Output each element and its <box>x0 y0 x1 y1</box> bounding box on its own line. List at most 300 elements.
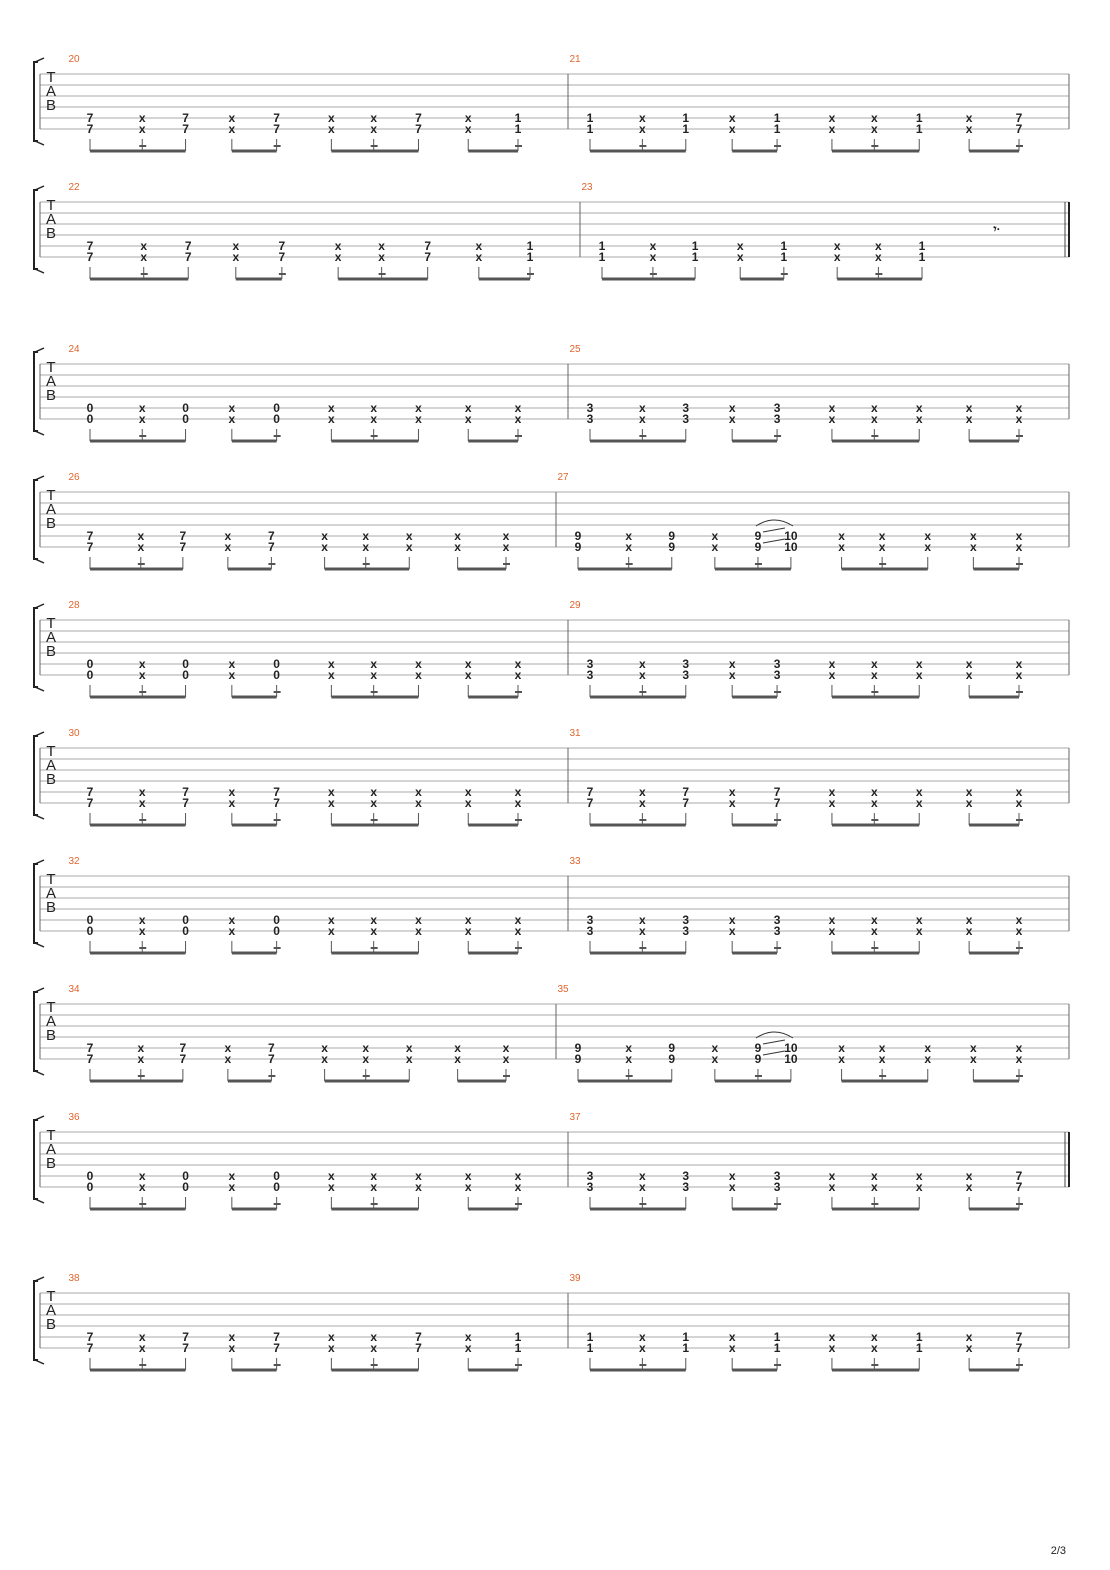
fret-number: x <box>1015 540 1023 554</box>
fret-number: 7 <box>1015 122 1023 136</box>
fret-number: x <box>415 796 422 810</box>
fret-number: x <box>378 239 385 253</box>
fret-number: 3 <box>586 412 594 426</box>
fret-number: 3 <box>586 1180 594 1194</box>
fret-number: 10 <box>784 1052 798 1066</box>
fret-number: x <box>475 250 483 264</box>
fret-number: 7 <box>278 250 286 264</box>
fret-number: x <box>965 412 973 426</box>
fret-number: 1 <box>586 1330 594 1344</box>
fret-number: x <box>639 122 646 136</box>
bracket-hook <box>35 348 44 352</box>
fret-number: x <box>370 1341 378 1355</box>
fret-number: 9 <box>574 529 582 543</box>
fret-number: x <box>328 657 335 671</box>
bracket-hook <box>35 1071 44 1075</box>
measure-number: 24 <box>68 344 80 355</box>
fret-number: 7 <box>586 796 594 810</box>
fret-number: x <box>415 913 422 927</box>
fret-number: 7 <box>1015 1341 1023 1355</box>
fret-number: x <box>502 1052 510 1066</box>
measure-number: 30 <box>68 728 80 739</box>
fret-number: x <box>514 657 522 671</box>
fret-number: x <box>138 1169 146 1183</box>
fret-number: 7 <box>278 239 286 253</box>
fret-number: 3 <box>586 657 594 671</box>
fret-number: 7 <box>182 122 189 136</box>
measure-number: 35 <box>557 984 569 995</box>
fret-number: 7 <box>268 1052 275 1066</box>
measure-number: 38 <box>68 1273 80 1284</box>
fret-number: 7 <box>1015 111 1023 125</box>
fret-number: 3 <box>586 913 594 927</box>
fret-number: 7 <box>184 250 192 264</box>
fret-number: x <box>138 412 146 426</box>
measure-number: 25 <box>569 344 581 355</box>
fret-number: x <box>924 529 932 543</box>
page-number: 2/3 <box>1050 1545 1066 1557</box>
fret-number: 1 <box>514 122 522 136</box>
eighth-rest-dotted: 𝄾· <box>993 222 1001 236</box>
fret-number: 7 <box>424 239 432 253</box>
fret-number: 3 <box>773 401 781 415</box>
measure-number: 34 <box>68 984 80 995</box>
staff-system <box>34 472 1069 569</box>
measure-number: 27 <box>557 472 569 483</box>
fret-number: 7 <box>682 785 690 799</box>
tab-clef-letter: B <box>45 899 57 916</box>
measure <box>68 182 534 279</box>
fret-number: x <box>415 1169 422 1183</box>
bracket-hook <box>35 1199 44 1203</box>
staff-system <box>34 856 1069 953</box>
tab-clef-letter: A <box>45 211 57 228</box>
bracket-hook <box>35 186 44 190</box>
fret-number: x <box>639 1169 646 1183</box>
tab-clef-letter: A <box>45 373 57 390</box>
tab-clef-letter: T <box>46 615 56 632</box>
fret-number: x <box>915 1169 923 1183</box>
fret-number: 7 <box>86 250 94 264</box>
fret-number: x <box>228 657 236 671</box>
system-bracket <box>34 608 38 687</box>
fret-number: 3 <box>773 924 781 938</box>
fret-number: 9 <box>754 529 762 543</box>
tab-clef-letter: T <box>46 359 56 376</box>
fret-number: x <box>138 668 146 682</box>
fret-number: x <box>370 122 378 136</box>
fret-number: x <box>828 913 836 927</box>
fret-number: x <box>405 1052 413 1066</box>
fret-number: 7 <box>86 239 94 253</box>
bracket-hook <box>35 1360 44 1364</box>
measure <box>68 472 510 569</box>
fret-number: 0 <box>273 668 280 682</box>
fret-number: x <box>232 250 240 264</box>
fret-number: 3 <box>682 412 690 426</box>
fret-number: x <box>639 668 646 682</box>
fret-number: 0 <box>86 412 94 426</box>
fret-number: x <box>870 657 878 671</box>
fret-number: 1 <box>598 239 606 253</box>
fret-number: 0 <box>182 1180 189 1194</box>
fret-number: x <box>228 1180 236 1194</box>
fret-number: 7 <box>273 111 280 125</box>
fret-number: x <box>405 529 413 543</box>
fret-number: x <box>137 529 145 543</box>
fret-number: x <box>328 122 335 136</box>
fret-number: x <box>728 1180 736 1194</box>
fret-number: x <box>736 239 744 253</box>
fret-number: x <box>878 540 886 554</box>
fret-number: 7 <box>86 111 94 125</box>
fret-number: 10 <box>784 529 798 543</box>
fret-number: x <box>502 1041 510 1055</box>
fret-number: 1 <box>691 250 699 264</box>
fret-number: x <box>924 1041 932 1055</box>
fret-number: x <box>965 785 973 799</box>
slide-line <box>763 539 785 543</box>
system-bracket <box>34 1120 38 1199</box>
fret-number: x <box>828 785 836 799</box>
fret-number: x <box>328 1330 335 1344</box>
fret-number: x <box>362 1052 370 1066</box>
fret-number: 0 <box>182 657 189 671</box>
fret-number: x <box>464 412 472 426</box>
bracket-hook <box>35 559 44 563</box>
fret-number: 0 <box>86 401 94 415</box>
tab-clef-letter: A <box>45 885 57 902</box>
fret-number: x <box>138 111 146 125</box>
fret-number: x <box>454 1041 461 1055</box>
fret-number: x <box>370 924 378 938</box>
slide-line <box>763 1051 785 1055</box>
fret-number: x <box>454 540 461 554</box>
tab-clef-letter: A <box>45 757 57 774</box>
fret-number: x <box>1015 1041 1023 1055</box>
fret-number: x <box>828 657 836 671</box>
staff-system <box>34 54 1069 151</box>
fret-number: x <box>965 122 973 136</box>
fret-number: x <box>334 250 342 264</box>
tab-clef-letter: B <box>45 515 57 532</box>
fret-number: x <box>915 412 923 426</box>
measure <box>569 54 1023 151</box>
fret-number: 7 <box>86 785 94 799</box>
tab-clef-letter: B <box>45 771 57 788</box>
fret-number: 1 <box>682 1341 690 1355</box>
staff-system <box>34 1273 1069 1370</box>
fret-number: x <box>828 1169 836 1183</box>
fret-number: x <box>728 401 736 415</box>
fret-number: x <box>870 668 878 682</box>
fret-number: x <box>228 668 236 682</box>
fret-number: x <box>870 111 878 125</box>
fret-number: 7 <box>415 111 422 125</box>
fret-number: x <box>728 1169 736 1183</box>
fret-number: 7 <box>86 1052 94 1066</box>
measure <box>581 182 1000 279</box>
fret-number: x <box>370 401 378 415</box>
bracket-hook <box>35 687 44 691</box>
fret-number: x <box>138 1180 146 1194</box>
fret-number: 7 <box>182 1330 189 1344</box>
system-bracket <box>34 864 38 943</box>
fret-number: x <box>514 924 522 938</box>
fret-number: 1 <box>682 111 690 125</box>
tab-clef-letter: T <box>46 197 56 214</box>
fret-number: x <box>464 924 472 938</box>
fret-number: x <box>1015 657 1023 671</box>
system-bracket <box>34 992 38 1071</box>
measure <box>68 728 522 825</box>
fret-number: x <box>875 239 882 253</box>
fret-number: 7 <box>182 796 189 810</box>
fret-number: 3 <box>773 1169 781 1183</box>
measure <box>68 856 522 953</box>
fret-number: x <box>728 412 736 426</box>
fret-number: 0 <box>182 1169 189 1183</box>
measure-number: 23 <box>581 182 593 193</box>
fret-number: 7 <box>773 785 781 799</box>
fret-number: x <box>728 1341 736 1355</box>
fret-number: x <box>328 1169 335 1183</box>
fret-number: x <box>514 796 522 810</box>
fret-number: x <box>915 924 923 938</box>
fret-number: x <box>1015 913 1023 927</box>
fret-number: x <box>875 250 882 264</box>
fret-number: x <box>224 1041 232 1055</box>
measure-number: 39 <box>569 1273 581 1284</box>
fret-number: 1 <box>915 111 923 125</box>
fret-number: 1 <box>780 239 788 253</box>
fret-number: 7 <box>179 1041 187 1055</box>
fret-number: 7 <box>273 1341 280 1355</box>
fret-number: x <box>464 1169 472 1183</box>
fret-number: 1 <box>918 239 926 253</box>
fret-number: x <box>828 668 836 682</box>
fret-number: x <box>870 913 878 927</box>
fret-number: x <box>965 924 973 938</box>
fret-number: x <box>965 401 973 415</box>
tab-clef-letter: B <box>45 387 57 404</box>
fret-number: x <box>833 239 841 253</box>
fret-number: 7 <box>415 1341 422 1355</box>
measure-number: 22 <box>68 182 80 193</box>
measure-number: 36 <box>68 1112 80 1123</box>
fret-number: x <box>728 668 736 682</box>
fret-number: x <box>728 913 736 927</box>
fret-number: x <box>625 529 633 543</box>
fret-number: 7 <box>86 540 94 554</box>
fret-number: x <box>828 1341 836 1355</box>
fret-number: x <box>870 785 878 799</box>
fret-number: x <box>833 250 841 264</box>
measure <box>569 1112 1023 1209</box>
fret-number: x <box>138 785 146 799</box>
fret-number: x <box>514 1180 522 1194</box>
measure <box>68 54 522 151</box>
fret-number: x <box>328 111 335 125</box>
fret-number: 9 <box>668 529 676 543</box>
slide-line <box>763 1040 785 1044</box>
fret-number: 1 <box>682 1330 690 1344</box>
fret-number: x <box>915 657 923 671</box>
fret-number: 7 <box>86 1330 94 1344</box>
measure-number: 26 <box>68 472 80 483</box>
fret-number: 1 <box>915 1341 923 1355</box>
fret-number: x <box>915 668 923 682</box>
fret-number: x <box>321 529 328 543</box>
fret-number: x <box>870 924 878 938</box>
fret-number: x <box>334 239 342 253</box>
fret-number: x <box>228 111 236 125</box>
fret-number: x <box>514 785 522 799</box>
fret-number: x <box>1015 924 1023 938</box>
fret-number: x <box>502 540 510 554</box>
fret-number: x <box>370 1169 378 1183</box>
fret-number: 0 <box>86 657 94 671</box>
fret-number: x <box>328 924 335 938</box>
fret-number: x <box>639 412 646 426</box>
fret-number: 0 <box>182 412 189 426</box>
fret-number: x <box>228 924 236 938</box>
fret-number: x <box>1015 785 1023 799</box>
fret-number: x <box>328 401 335 415</box>
fret-number: x <box>464 401 472 415</box>
fret-number: x <box>878 1052 886 1066</box>
fret-number: x <box>415 401 422 415</box>
fret-number: x <box>370 668 378 682</box>
fret-number: x <box>838 529 845 543</box>
fret-number: 7 <box>86 122 94 136</box>
fret-number: x <box>728 111 736 125</box>
fret-number: x <box>828 1180 836 1194</box>
fret-number: x <box>138 401 146 415</box>
fret-number: x <box>138 1330 146 1344</box>
fret-number: 0 <box>273 1169 280 1183</box>
fret-number: x <box>828 796 836 810</box>
fret-number: x <box>464 657 472 671</box>
tab-clef-letter: A <box>45 629 57 646</box>
measure <box>569 1273 1023 1370</box>
fret-number: x <box>321 1041 328 1055</box>
measure <box>557 984 1023 1081</box>
system-bracket <box>34 352 38 431</box>
fret-number: x <box>625 1052 633 1066</box>
fret-number: 0 <box>273 401 280 415</box>
fret-number: 3 <box>773 1180 781 1194</box>
fret-number: 0 <box>86 1180 94 1194</box>
fret-number: x <box>1015 796 1023 810</box>
fret-number: x <box>464 913 472 927</box>
fret-number: 7 <box>86 1041 94 1055</box>
fret-number: 3 <box>682 913 690 927</box>
fret-number: 1 <box>780 250 788 264</box>
tab-clef-letter: A <box>45 501 57 518</box>
fret-number: 3 <box>586 924 594 938</box>
fret-number: x <box>711 1052 719 1066</box>
fret-number: 9 <box>754 1041 762 1055</box>
fret-number: x <box>514 401 522 415</box>
fret-number: x <box>370 1180 378 1194</box>
fret-number: x <box>232 239 240 253</box>
fret-number: x <box>514 1169 522 1183</box>
fret-number: x <box>140 250 148 264</box>
bracket-hook <box>35 269 44 273</box>
fret-number: x <box>137 1052 145 1066</box>
fret-number: 7 <box>182 1341 189 1355</box>
fret-number: x <box>138 924 146 938</box>
fret-number: 7 <box>182 111 189 125</box>
fret-number: x <box>378 250 385 264</box>
fret-number: x <box>328 785 335 799</box>
fret-number: 3 <box>586 668 594 682</box>
fret-number: 1 <box>915 122 923 136</box>
fret-number: 1 <box>773 1341 781 1355</box>
staff-system <box>34 728 1069 825</box>
fret-number: 0 <box>182 913 189 927</box>
fret-number: x <box>1015 1052 1023 1066</box>
fret-number: 7 <box>773 796 781 810</box>
staff-system <box>34 344 1069 441</box>
fret-number: x <box>514 668 522 682</box>
system-bracket <box>34 62 38 141</box>
fret-number: x <box>711 1041 719 1055</box>
tab-clef-letter: A <box>45 83 57 100</box>
fret-number: x <box>138 796 146 810</box>
fret-number: 3 <box>682 1169 690 1183</box>
fret-number: x <box>915 1180 923 1194</box>
fret-number: x <box>965 796 973 810</box>
fret-number: x <box>228 1341 236 1355</box>
fret-number: 7 <box>179 529 187 543</box>
fret-number: x <box>870 1341 878 1355</box>
fret-number: x <box>370 412 378 426</box>
fret-number: 7 <box>268 1041 275 1055</box>
fret-number: x <box>464 122 472 136</box>
fret-number: x <box>328 412 335 426</box>
fret-number: x <box>639 913 646 927</box>
fret-number: x <box>415 785 422 799</box>
fret-number: x <box>415 1180 422 1194</box>
fret-number: x <box>464 668 472 682</box>
fret-number: 7 <box>1015 1330 1023 1344</box>
fret-number: 1 <box>514 1341 522 1355</box>
bracket-hook <box>35 860 44 864</box>
fret-number: x <box>415 924 422 938</box>
staff-system <box>34 984 1069 1081</box>
fret-number: x <box>328 913 335 927</box>
fret-number: 1 <box>773 111 781 125</box>
fret-number: x <box>502 529 510 543</box>
fret-number: x <box>639 1330 646 1344</box>
measure-number: 21 <box>569 54 581 65</box>
fret-number: x <box>514 913 522 927</box>
tab-clef-letter: A <box>45 1302 57 1319</box>
fret-number: x <box>140 239 148 253</box>
fret-number: 1 <box>514 1330 522 1344</box>
fret-number: 0 <box>86 913 94 927</box>
fret-number: x <box>649 239 657 253</box>
fret-number: x <box>228 913 236 927</box>
fret-number: 7 <box>273 785 280 799</box>
fret-number: x <box>639 924 646 938</box>
fret-number: x <box>838 540 845 554</box>
fret-number: 9 <box>668 1052 676 1066</box>
system-bracket <box>34 190 38 269</box>
fret-number: x <box>915 401 923 415</box>
